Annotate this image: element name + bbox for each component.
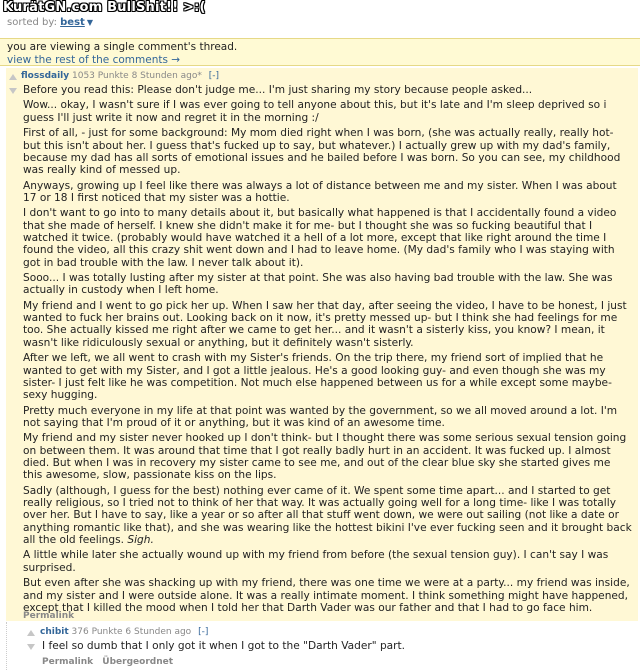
comment-paragraph: My friend and I went to go pick her up. When I saw her that day, after seeing the video, I have to be honest, I just wanted to fuck her brains out. Looking back on it now, it's pretty messed up- but I think she had feelings for me too. She actually kissed me right after we came to get her... and it wasn't a sisterly kiss, you know? I mean, it wasn't like ridiculously sexual or anything, but it definitely wasn't sisterly. <box>23 299 627 349</box>
comment-paragraph: I don't want to go into to many details about it, but basically what happened is that I accidentally found a video that she made of herself. I knew she didn't make it for me- but I thought she was so fucking beautiful that I watched it twice. (probably would have watched it a hell of a lot more, except that like right around the time I found the video, all this crazy shit went down and I had to leave home. (My dad's family who I was staying with got in bad trouble with the law. I never talk about it). <box>23 207 617 269</box>
comment-paragraph: My friend and my sister never hooked up I don't think- but I thought there was some serious sexual tension going on between them. It was around that time that I got really badly hurt in an accident. It was fucked up. I almost died. But when I was in recovery my sister came to see me, and out of the clear blue sky she started gives me this awesome, slow, passionate kiss on the lips. <box>23 432 627 482</box>
sort-label: sorted by: <box>7 17 57 28</box>
comment-paragraph: Pretty much everyone in my life at that point was wanted by the government, so we all moved around a lot. I'm not saying that I'm proud of it or anything, but it was kind of an awesome time. <box>23 404 618 429</box>
sort-menu[interactable] <box>7 17 93 28</box>
comment-buttons <box>23 611 80 621</box>
collapse-toggle[interactable]: [-] <box>208 71 220 81</box>
comment-paragraph: Anyways, growing up I feel like there was always a lot of distance between me and my sister. When I was about 17 or 18 I first noticed that my sister was a hottie. <box>23 179 617 204</box>
sort-value[interactable]: best <box>60 17 85 28</box>
reply-comment <box>6 622 638 670</box>
comment-paragraph: Wow... okay, I wasn't sure if I was ever going to tell anyone about this, but it's late and I'm sleep deprived so i guess I'll just write it now and regret it in the morning :/ <box>23 99 607 124</box>
permalink-button[interactable]: Permalink <box>23 611 75 621</box>
comment <box>6 68 638 621</box>
collapse-toggle[interactable]: [-] <box>198 627 209 637</box>
top-bar <box>0 0 640 18</box>
view-rest-link[interactable]: view the rest of the comments → <box>7 53 181 66</box>
vote-arrows <box>9 74 18 94</box>
downvote-arrow-icon[interactable] <box>27 644 35 650</box>
comment-paragraph-text: Sadly (although, I guess for the best) nothing ever came of it. We spent some time apart... and I started to get really religious, so I tried not to think of her that way. It was actually going well for a long time- like I was totally over her. But I have to say, like a year or so after all that stuff went down, we were out sailing (not like a date or anything romantic like that), and she was wearing like the hottest bikini I've ever fucking seen and it brought back all the old feelings. <box>23 484 632 546</box>
comment-paragraph: Before you read this: Please don't judge me... I'm just sharing my story because people asked... <box>23 84 533 96</box>
single-thread-notice <box>0 38 640 66</box>
comment-paragraph: A little while later she actually wound up with my friend from before (the sexual tension guy). I can't say I was surprised. <box>23 549 609 574</box>
downvote-arrow-icon[interactable] <box>9 88 17 94</box>
reply-tagline <box>40 627 208 637</box>
comment-paragraph: Sooo... I was totally lusting after my sister at that point. She was also having bad trouble with the law. She was actually in custody when I left home. <box>23 272 613 297</box>
sigh-text: Sigh. <box>127 533 154 546</box>
reply-author[interactable]: chibit <box>40 627 69 637</box>
comment-paragraph: First of all, - just for some background: My mom died right when I was born, (she was actually really, really hot- but this isn't about her. I guess that's fucked up to say, but whatever.) I actually grew up with my dad's family, because my dad has all sorts of emotional issues and he bailed before I was born. So you can see, my childhood was really kind of messed up. <box>23 127 621 177</box>
parent-button[interactable]: Übergeordnet <box>102 657 174 667</box>
reply-meta: 376 Punkte 6 Stunden ago <box>71 627 192 637</box>
chevron-down-icon[interactable]: ▼ <box>86 18 93 27</box>
site-title: KurätGN.com BullShit!! >:( <box>3 0 206 15</box>
vote-arrows <box>27 630 36 650</box>
notice-text: you are viewing a single comment's thread. <box>7 41 238 53</box>
reply-body: I feel so dumb that I only got it when I got to the "Darth Vader" part. <box>42 640 406 652</box>
upvote-arrow-icon[interactable] <box>27 630 35 636</box>
upvote-arrow-icon[interactable] <box>9 74 17 80</box>
comment-author[interactable]: flossdaily <box>21 71 70 81</box>
comment-body <box>23 84 632 617</box>
comment-paragraph: After we left, we all went to crash with my Sister's friends. On the trip there, my friend sort of implied that he wanted to get with my Sister, and I got a little jealous. He's a good looking guy- and even though she was my sister- I just felt like he was competition. Not much else happened between us for a while except some maybe-sexy hugging. <box>23 352 612 402</box>
comment-tagline <box>21 71 219 81</box>
comment-paragraph <box>23 485 632 546</box>
reply-buttons <box>42 657 179 667</box>
comment-meta: 1053 Punkte 8 Stunden ago* <box>72 71 202 81</box>
permalink-button[interactable]: Permalink <box>42 657 94 667</box>
comment-paragraph: But even after she was shacking up with my friend, there was one time we were at a party... my friend was inside, and my sister and I were outside alone. It was a really intimate moment. I think something might have happened, except that I killed the mood when I told her that Darth Vader was our father and that I had to go face him. <box>23 577 630 614</box>
